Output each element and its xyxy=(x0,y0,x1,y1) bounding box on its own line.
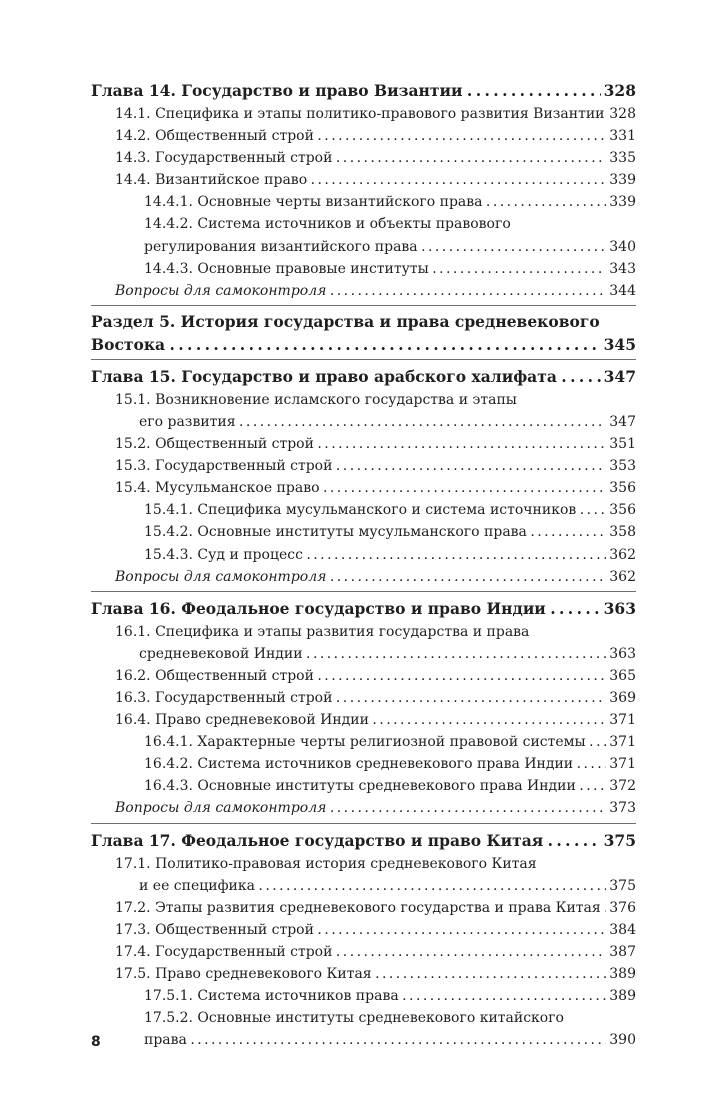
toc-title: 17.2. Этапы развития средневекового государства и права Китая . . . xyxy=(115,900,636,916)
toc-entry[interactable] xyxy=(91,665,636,687)
toc-entry[interactable] xyxy=(91,191,636,213)
toc-page: 356 xyxy=(606,499,636,521)
toc-page: 339 xyxy=(606,169,636,191)
toc-page: 356 xyxy=(606,477,636,499)
toc-entry-multiline[interactable] xyxy=(91,389,636,433)
toc-entry[interactable] xyxy=(91,985,636,1007)
toc-page: 347 xyxy=(601,364,636,389)
toc-page: 328 xyxy=(606,103,636,125)
toc-page: 358 xyxy=(606,521,636,543)
toc-entry[interactable] xyxy=(91,963,636,985)
toc-title: Глава 15. Государство и право арабского халифата . . . xyxy=(91,367,636,386)
toc-page: 389 xyxy=(606,985,636,1007)
toc-entry[interactable] xyxy=(91,731,636,753)
toc-title-line1: 16.1. Специфика и этапы развития государства и права xyxy=(115,623,530,640)
toc-page: 363 xyxy=(606,643,636,665)
toc-block-section5 xyxy=(91,310,636,360)
toc-chapter-14[interactable] xyxy=(91,78,636,103)
toc-title-line2: Востока . . . xyxy=(91,335,636,354)
toc-title: 14.4. Византийское право . . . xyxy=(115,172,636,188)
toc-page: 390 xyxy=(606,1029,636,1051)
toc-title: 17.5. Право средневекового Китая . . . xyxy=(115,966,636,982)
toc-entry[interactable] xyxy=(91,455,636,477)
page-number: 8 xyxy=(91,1034,101,1050)
toc-page: 347 xyxy=(606,411,636,433)
toc-section-5[interactable] xyxy=(91,310,636,356)
toc-chapter-17[interactable] xyxy=(91,828,636,853)
toc-title: Вопросы для самоконтроля . . . xyxy=(115,800,636,816)
toc-page: 362 xyxy=(606,566,636,588)
toc-title: Глава 17. Феодальное государство и право Китая . . . xyxy=(91,831,636,850)
toc-entry-multiline[interactable] xyxy=(91,1007,636,1051)
toc-title-line2: средневековой Индии . . . xyxy=(115,646,636,662)
toc-title: 15.2. Общественный строй . . . xyxy=(115,436,636,452)
toc-page: 362 xyxy=(606,544,636,566)
toc-page: 363 xyxy=(601,596,636,621)
toc-page: 371 xyxy=(606,709,636,731)
toc-entry[interactable] xyxy=(91,709,636,731)
toc-title: 14.4.3. Основные правовые институты . . . xyxy=(144,261,636,277)
toc-page: 328 xyxy=(601,78,636,103)
toc-title: 15.3. Государственный строй . . . xyxy=(115,458,636,474)
toc-page: 345 xyxy=(601,333,636,356)
toc-entry[interactable] xyxy=(91,477,636,499)
toc-title: 14.1. Специфика и этапы политико-правового развития Византии . . . xyxy=(115,106,636,122)
toc-title-line1: 17.1. Политико-правовая история средневекового Китая xyxy=(115,855,537,872)
toc-title-line2: права . . . xyxy=(144,1032,636,1048)
toc-title: 15.4.1. Специфика мусульманского и система источников . . . xyxy=(144,502,636,518)
toc-page: 371 xyxy=(606,753,636,775)
toc-page: 372 xyxy=(606,775,636,797)
toc-title-line2: регулирования византийского права . . . xyxy=(144,239,636,255)
toc-review-questions[interactable] xyxy=(91,797,636,819)
toc-page: 387 xyxy=(606,941,636,963)
toc-chapter-16[interactable] xyxy=(91,596,636,621)
toc-page: 353 xyxy=(606,455,636,477)
toc-entry[interactable] xyxy=(91,499,636,521)
toc-title: 14.4.1. Основные черты византийского права . . . xyxy=(144,194,636,210)
toc-chapter-15[interactable] xyxy=(91,364,636,389)
toc-page: 375 xyxy=(601,828,636,853)
toc-title: 16.4.2. Система источников средневекового права Индии . . . xyxy=(144,756,636,772)
toc-page: 371 xyxy=(606,731,636,753)
toc-entry[interactable] xyxy=(91,687,636,709)
toc-page: 375 xyxy=(606,875,636,897)
toc-entry[interactable] xyxy=(91,919,636,941)
toc-page: 384 xyxy=(606,919,636,941)
toc-page: 369 xyxy=(606,687,636,709)
toc-title: 16.4.3. Основные институты средневекового права Индии . . . xyxy=(144,778,636,794)
toc-review-questions[interactable] xyxy=(91,566,636,588)
toc-title: 14.3. Государственный строй . . . xyxy=(115,150,636,166)
toc-title: Глава 16. Феодальное государство и право Индии . . . xyxy=(91,599,636,618)
toc-entry[interactable] xyxy=(91,775,636,797)
toc-title: Вопросы для самоконтроля . . . xyxy=(115,569,636,585)
toc-entry[interactable] xyxy=(91,521,636,543)
toc-block-ch14 xyxy=(91,78,636,306)
toc-title: Глава 14. Государство и право Византии . . . xyxy=(91,81,636,100)
toc-title-line2: его развития . . . xyxy=(115,414,636,430)
toc-title: Вопросы для самоконтроля . . . xyxy=(115,283,636,299)
toc-title-line2: и ее специфика . . . xyxy=(115,878,636,894)
toc-entry-multiline[interactable] xyxy=(91,621,636,665)
toc-entry-multiline[interactable] xyxy=(91,853,636,897)
toc-title: 17.3. Общественный строй . . . xyxy=(115,922,636,938)
toc-title: 15.4. Мусульманское право . . . xyxy=(115,480,636,496)
toc-entry[interactable] xyxy=(91,753,636,775)
toc-title: 15.4.2. Основные институты мусульманского права . . . xyxy=(144,524,636,540)
toc-page: 376 xyxy=(606,897,636,919)
toc-entry[interactable] xyxy=(91,147,636,169)
toc-page: 335 xyxy=(606,147,636,169)
toc-page: 331 xyxy=(606,125,636,147)
toc-title-line1: Раздел 5. История государства и права средневекового xyxy=(91,311,600,331)
toc-block-ch17 xyxy=(91,828,636,1055)
toc-entry[interactable] xyxy=(91,103,636,125)
toc-title: 16.4. Право средневековой Индии . . . xyxy=(115,712,636,728)
toc-page: 389 xyxy=(606,963,636,985)
toc-review-questions[interactable] xyxy=(91,280,636,302)
toc-title-line1: 17.5.2. Основные институты средневекового китайского xyxy=(144,1010,564,1027)
toc-title: 15.4.3. Суд и процесс . . . xyxy=(144,547,636,563)
toc-title: 17.5.1. Система источников права . . . xyxy=(144,988,636,1004)
toc-entry[interactable] xyxy=(91,125,636,147)
toc-title-line1: 15.1. Возникновение исламского государства и этапы xyxy=(115,391,517,408)
toc-title-line1: 14.4.2. Система источников и объекты правового xyxy=(144,216,511,233)
toc-title: 16.2. Общественный строй . . . xyxy=(115,668,636,684)
toc-entry[interactable] xyxy=(91,433,636,455)
toc-entry[interactable] xyxy=(91,544,636,566)
toc-page: 373 xyxy=(606,797,636,819)
toc-title: 14.2. Общественный строй . . . xyxy=(115,128,636,144)
toc-entry[interactable] xyxy=(91,897,636,919)
toc-title: 17.4. Государственный строй . . . xyxy=(115,944,636,960)
table-of-contents xyxy=(91,78,636,1058)
toc-page: 344 xyxy=(606,280,636,302)
toc-block-ch16 xyxy=(91,596,636,824)
toc-title: 16.4.1. Характерные черты религиозной правовой системы . . . xyxy=(144,734,636,750)
toc-entry[interactable] xyxy=(91,258,636,280)
toc-title: 16.3. Государственный строй . . . xyxy=(115,690,636,706)
toc-page: 340 xyxy=(606,236,636,258)
toc-entry-multiline[interactable] xyxy=(91,213,636,257)
toc-page: 343 xyxy=(606,258,636,280)
toc-page: 351 xyxy=(606,433,636,455)
toc-entry[interactable] xyxy=(91,941,636,963)
toc-page: 365 xyxy=(606,665,636,687)
toc-block-ch15 xyxy=(91,364,636,592)
toc-entry[interactable] xyxy=(91,169,636,191)
toc-page: 339 xyxy=(606,191,636,213)
